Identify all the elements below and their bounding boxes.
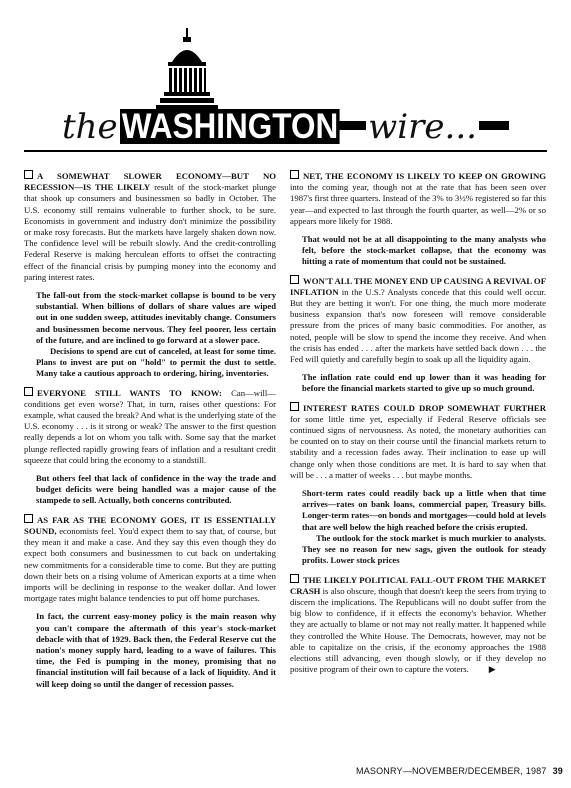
masthead-title [60, 96, 479, 147]
masthead-bottom-rule [24, 150, 547, 152]
highlight-paragraph [24, 611, 276, 689]
paragraph-lead: A SOMEWHAT SLOWER ECONOMY—BUT NO RECESSION—IS THE LIKELY [24, 171, 276, 193]
paragraph-text: economists feel. You'd expect them to say that, of course, but they mean it and make a case. And they say this even though they do expect both consumers and businessmen to cut back on undertaking new commitments for a considerable time to come. But they are putting down their bets on a rising volume of American exports at a time when imports will be declining in response to the weaker dollar. And lower mortgage rates might balance tendencies to put off home purchases. [24, 525, 276, 604]
right-column [290, 170, 546, 682]
paragraph-text: into the coming year, though not at the rate that has been seen over 1987's first three quarters. Instead of the 3% to 3½% registered so far this year—and expected to last through the fourth quarter, as well—2% or so appears more likely for 1988. [290, 182, 546, 226]
paragraph-text: result of the stock-market plunge that shook up consumers and businessmen so badly in October. The U.S. economy still remains vulnerable to further shock, to be sure. Economists in government and industry don't minimize the possibility or make rosy forecasts. But the markets have largely shaken down now. The confidence level will be rebuilt slowly. And the credit-controlling Federal Reserve is making herculean efforts to offset the contracting effect of the financial crisis by pumping money into the economy and paring interest rates. [24, 182, 276, 282]
paragraph-text: Can—will—conditions get even worse? That, in turn, raises other questions: For example, what caused the break? And what is the underlying state of the U.S. economy . . . is it strong or weak? The answer to the first question really depends a lot on whom you talk with. Some say that the market plunge reflected rapidly growing fears of inflation and a resultant credit squeeze that could bring the economy to a standstill. [24, 387, 276, 465]
highlight-text: That would not be at all disappointing to the many analysts who felt, before the stock-market collapse, that the economy was hitting a rate of momentum that could not be sustained. [302, 234, 546, 267]
checkbox-bullet-icon [24, 170, 33, 179]
continue-arrow-icon: ▶ [488, 664, 496, 675]
article-paragraph [24, 387, 276, 466]
checkbox-bullet-icon [290, 402, 299, 411]
article-paragraph [290, 574, 546, 676]
article-paragraph [290, 402, 546, 481]
highlight-paragraph [24, 473, 276, 507]
highlight-text: The inflation rate could end up lower than it was heading for before the financial markets started to give up so much ground. [302, 372, 546, 394]
checkbox-bullet-icon [290, 275, 299, 284]
checkbox-bullet-icon [290, 170, 299, 179]
paragraph-lead: WON'T ALL THE MONEY END UP CAUSING A REVIVAL OF INFLATION [290, 275, 546, 297]
paragraph-text: in the U.S.? Analysts concede that this could well occur. But they are betting it won't. For one thing, the much more moderate business expansion that's now foreseen will remove considerable pressure from the prices of many basic commodities. For another, as noted, people will be slow to spend the income they receive. And when the crisis has ended . . . after the markets have settled back down . . . the Fed will quietly and carefully begin to soak up all the liquidity again. [290, 286, 546, 365]
masthead-prefix: the [62, 107, 118, 147]
highlight-text-continued: The outlook for the stock market is much murkier to analysts. They see no reason for new sags, given the outlook for steady profits. Lower stock prices [302, 532, 546, 566]
highlight-paragraph [290, 234, 546, 268]
highlight-text: But others feel that lack of confidence in the way the trade and budget deficits were being handled was a major cause of the stampede to sell. Actually, both concerns contributed. [36, 473, 276, 506]
paragraph-text: is also obscure, though that doesn't keep the seers from trying to discern the implications. The Republicans will no doubt suffer from the big blow to confidence, if it effects the economy's behavior. Whether they are actually to blame or not may not really matter. It happened while they controlled the White House. The Democrats, however, may not be able to capitalize on the crisis, if the economy approaches the 1988 elections still advancing, even though slowly, or if they develop no positive program of their own to capture the voters. [290, 585, 546, 675]
left-column [24, 170, 276, 697]
page-number: 39 [552, 766, 564, 776]
page-footer [356, 766, 563, 776]
footer-publication: MASONRY—NOVEMBER/DECEMBER, 1987 [356, 766, 547, 776]
article-paragraph [290, 170, 546, 227]
masthead-name: WASHINGTON [121, 107, 338, 146]
paragraph-text: for some little time yet, especially if Federal Reserve officials see continued signs of nervousness. As noted, the monetary authorities can be counted on to stay on their course until the financial markets return to stability and a recession fades away. Their inclination to ease up will change only when those conditions are met. It is hard to say when that will be . . . a matter of weeks . . . but maybe months. [290, 413, 546, 480]
article-paragraph [24, 170, 276, 283]
checkbox-bullet-icon [24, 514, 33, 523]
highlight-text: The fall-out from the stock-market collapse is bound to be very substantial. When billions of dollars of share values are wiped out in one sudden sweep, attitudes inevitably change. Consumers and businessmen become nervous. They feel poorer, less certain of the future, and are inclined to go forward at a slower pace. [36, 290, 276, 345]
highlight-paragraph [290, 488, 546, 566]
paragraph-lead: NET, THE ECONOMY IS LIKELY TO KEEP ON GROWING [303, 171, 546, 181]
article-paragraph [24, 514, 276, 605]
checkbox-bullet-icon [290, 574, 299, 583]
masthead-suffix: wire... [368, 107, 477, 147]
paragraph-lead: INTEREST RATES COULD DROP SOMEWHAT FURTHER [303, 402, 546, 413]
paragraph-lead: THE LIKELY POLITICAL FALL-OUT FROM THE MARKET CRASH [290, 574, 546, 596]
highlight-text: Short-term rates could readily back up a little when that time arrives—rates on bank loans, commercial paper, Treasury bills. Longer-term rates—on bonds and mortgages—could hold at levels that are well below the high reached before the crisis erupted. [302, 488, 546, 532]
paragraph-lead: EVERYONE STILL WANTS TO KNOW: [37, 387, 222, 398]
highlight-paragraph [290, 372, 546, 394]
checkbox-bullet-icon [24, 387, 33, 396]
masthead [0, 0, 571, 150]
highlight-text-continued: Decisions to spend are cut of canceled, at least for some time. Plans to invest are put on "hold" to permit the dust to settle. Many take a cautious approach to ordering, hiring, inventories. [36, 346, 276, 379]
paragraph-lead: AS FAR AS THE ECONOMY GOES, IT IS ESSENTIALLY SOUND, [24, 514, 276, 536]
highlight-text: In fact, the current easy-money policy is the main reason why you can't compare the aftermath of this year's stock-market debacle with that of 1929. Back then, the Federal Reserve cut the nation's money supply hard, leading to a wave of failures. This time, the Fed is pumping in the money, promising that no financial institution will fail because of a lack of liquidity. And it will keep doing so until the danger of recession passes. [36, 611, 276, 689]
highlight-paragraph [24, 290, 276, 380]
article-paragraph [290, 275, 546, 366]
